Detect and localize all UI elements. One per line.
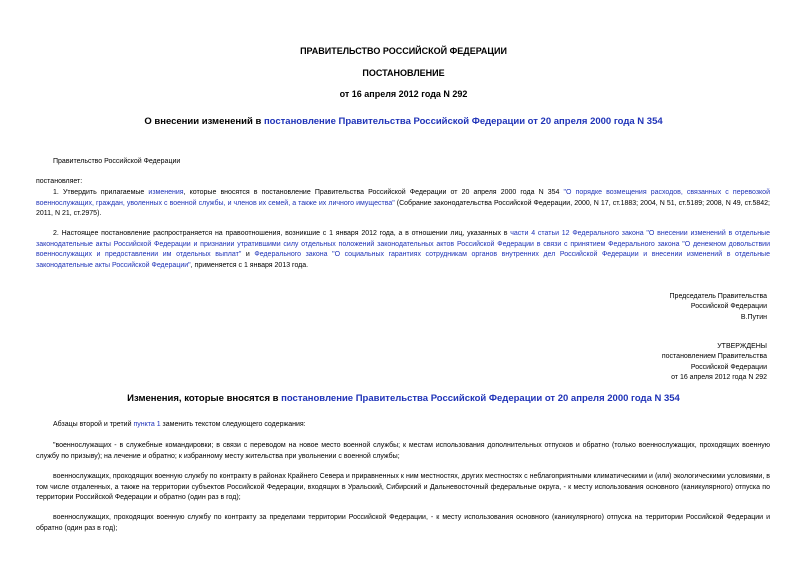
p1-suffix: (Собрание законодательства Российской Федерации, 2000, N 17, ст.1883; 2004, N 51, ст.5189; 2008, N 49, ст.5842; 2011, N 21, ст.2975). [36, 199, 770, 218]
p2-law-link-2[interactable]: Федерального закона "О социальных гарантиях сотрудникам органов внутренних дел Российской Федерации и внесении изменений в отдельные законодательные акты Российской Федерации" [36, 251, 770, 269]
title-prefix: О внесении изменений в [144, 116, 264, 127]
intro-suffix: заменить текстом следующего содержания: [160, 421, 306, 428]
p2-suffix: , применяется с 1 января 2013 года. [190, 261, 309, 269]
approval-line-4: от 16 апреля 2012 года N 292 [671, 374, 767, 382]
signature-title: Председатель Правительства [669, 293, 767, 300]
quote-paragraph-3: военнослужащих, проходящих военную службу по контракту за пределами территории Российской Федерации, - к месту использования основного (каникулярного) отпуска на территории Российской Федерации и обратно (один раз в год); [36, 514, 770, 532]
intro-point-link[interactable]: пункта 1 [133, 421, 161, 428]
paragraph-1 [36, 188, 770, 220]
approval-line-3: Российской Федерации [690, 363, 767, 371]
changes-title-prefix: Изменения, которые вносятся в [127, 393, 282, 404]
doc-type-heading: ПОСТАНОВЛЕНИЕ [362, 68, 445, 78]
p1-decree-link[interactable]: "О порядке возмещения расходов, связанных с перевозкой военнослужащих, граждан, уволенных с военной службы, и членов их семей, а также их личного имущества" [36, 189, 770, 207]
quote-paragraph-2: военнослужащих, проходящих военную службу по контракту в районах Крайнего Севера и приравненных к ним местностях, других местностях с неблагоприятными климатическими и (или) экологическими условиями, в том числе отдаленных, а также на территории субъектов Российской Федерации, входящих в Уральский, Сибирский и Дальневосточный федеральные округа, - к месту использования основного (каникулярного) отпуска по территории Российской Федерации и обратно (один раз в год); [36, 473, 770, 502]
paragraph-2 [36, 229, 770, 271]
signature-name: В.Путин [740, 313, 767, 321]
p1-middle: , которые вносятся в постановление Правительства Российской Федерации от 20 апреля 2000 года N 354 [183, 189, 564, 196]
signature-block [670, 292, 767, 323]
p2-middle: и [241, 251, 255, 259]
title-link[interactable]: постановление Правительства Российской Федерации от 20 апреля 2000 года N 354 [263, 116, 663, 127]
signature-org: Российской Федерации [690, 303, 767, 311]
changes-title-link[interactable]: постановление Правительства Российской Федерации от 20 апреля 2000 года N 354 [281, 393, 680, 404]
p2-prefix: 2. Настоящее постановление распространяется на правоотношения, возникшие с 1 января 2012 года, а в отношении лиц, указанных в [53, 230, 511, 237]
government-heading: ПРАВИТЕЛЬСТВО РОССИЙСКОЙ ФЕДЕРАЦИИ [300, 46, 507, 56]
decree-line: постановляет: [36, 178, 83, 185]
date-number-heading: от 16 апреля 2012 года N 292 [339, 89, 468, 99]
approval-block [662, 342, 767, 384]
document-title [0, 116, 807, 127]
quote-paragraph-1: "военнослужащих - в служебные командировки; в связи с переводом на новое место военной службы; к местам использования дополнительных отпусков и обратно (только военнослужащих, проходящих военную службу по призыву); на лечение и обратно; к избранному месту жительства при увольнении с военной службы; [36, 442, 770, 460]
approval-line-2: постановлением Правительства [661, 353, 767, 361]
p2-law-link-1[interactable]: части 4 статьи 12 Федерального закона "О внесении изменений в отдельные законодательные акты Российской Федерации и признании утратившими силу отдельных положений законодательных актов Российской Федерации в связи с принятием Федерального закона "О денежном довольствии военнослужащих и предоставлении им отдельных выплат" [36, 230, 770, 259]
government-line: Правительство Российской Федерации [53, 158, 181, 165]
p1-changes-link[interactable]: изменения [148, 189, 184, 196]
approval-line-1: УТВЕРЖДЕНЫ [717, 343, 767, 350]
intro-prefix: Абзацы второй и третий [53, 421, 134, 428]
p1-prefix: 1. Утвердить прилагаемые [53, 189, 149, 196]
changes-intro [36, 420, 770, 431]
changes-title [0, 393, 807, 404]
